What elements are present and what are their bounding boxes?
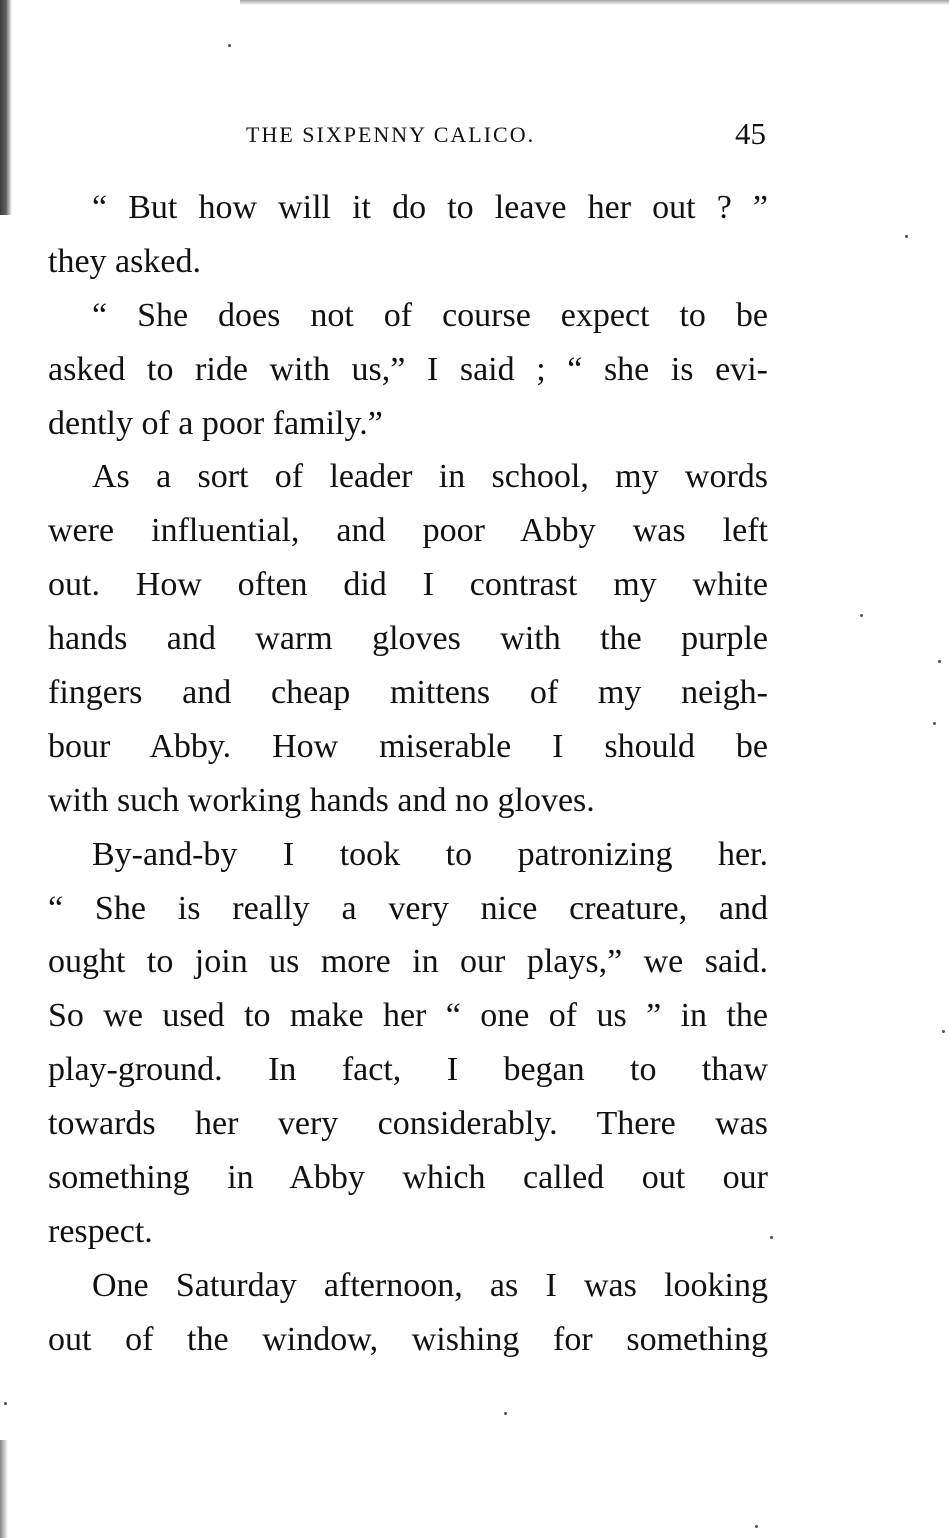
scan-speck xyxy=(770,1236,773,1239)
text-line: with such working hands and no gloves. xyxy=(48,781,595,819)
scan-speck xyxy=(933,722,936,725)
scan-shadow-top xyxy=(240,0,949,5)
page-number: 45 xyxy=(735,116,766,151)
text-line: asked to ride with us,” I said ; “ she is evi- xyxy=(48,350,768,388)
text-line: As a sort of leader in school, my words xyxy=(92,458,768,496)
text-line: “ She is really a very nice creature, and xyxy=(48,889,768,927)
text-line: So we used to make her “ one of us ” in the xyxy=(48,997,768,1035)
text-line: By-and-by I took to patronizing her. xyxy=(92,835,768,873)
text-line: play-ground. In fact, I began to thaw xyxy=(48,1051,768,1089)
text-line: out. How often did I contrast my white xyxy=(48,566,768,604)
body-text xyxy=(48,181,768,1367)
scan-speck xyxy=(228,44,231,47)
text-line: ought to join us more in our plays,” we said. xyxy=(48,943,768,981)
scan-speck xyxy=(860,614,863,617)
running-title: THE SIXPENNY CALICO. xyxy=(246,122,536,147)
scan-speck xyxy=(942,1030,945,1033)
scan-speck xyxy=(4,1402,7,1405)
scan-speck xyxy=(504,1412,507,1415)
text-line: they asked. xyxy=(48,242,201,280)
text-line: something in Abby which called out our xyxy=(48,1159,768,1197)
scan-speck xyxy=(938,660,941,663)
text-line: “ She does not of course expect to be xyxy=(92,296,768,334)
scan-shadow-left-bottom xyxy=(0,1440,8,1538)
text-line: out of the window, wishing for something xyxy=(48,1320,768,1358)
running-head xyxy=(246,116,766,152)
scan-shadow-left xyxy=(0,0,12,215)
scan-speck xyxy=(755,1525,758,1528)
text-line: dently of a poor family.” xyxy=(48,404,383,442)
text-line: One Saturday afternoon, as I was looking xyxy=(92,1266,768,1304)
text-line: bour Abby. How miserable I should be xyxy=(48,727,768,765)
text-line: fingers and cheap mittens of my neigh- xyxy=(48,674,768,712)
text-line: towards her very considerably. There was xyxy=(48,1105,768,1143)
text-line: “ But how will it do to leave her out ? ” xyxy=(92,189,768,226)
text-line: were influential, and poor Abby was left xyxy=(48,512,768,550)
scan-speck xyxy=(905,235,908,238)
text-line: hands and warm gloves with the purple xyxy=(48,620,768,658)
text-line: respect. xyxy=(48,1212,153,1250)
